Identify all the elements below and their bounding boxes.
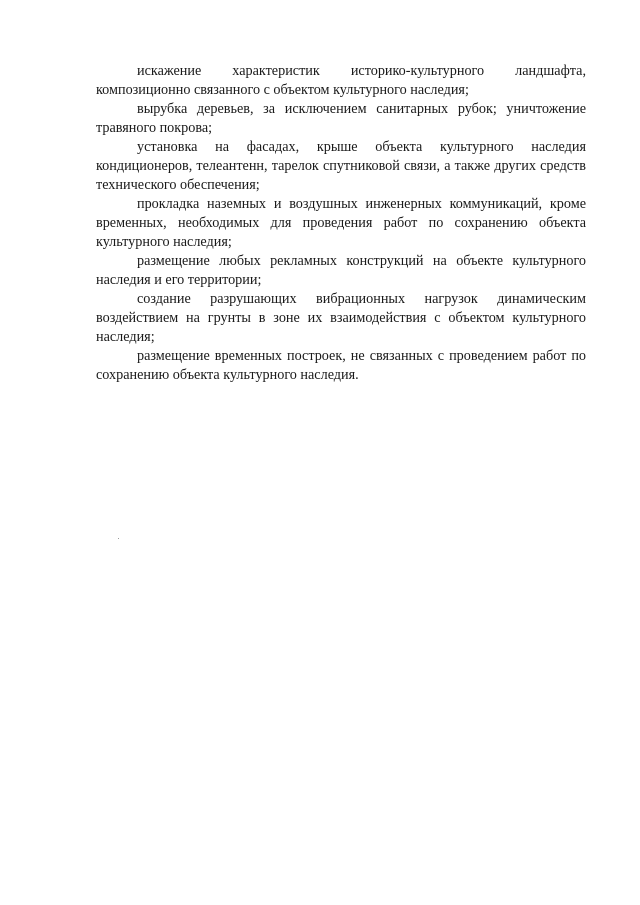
paragraph-advertising: размещение любых рекламных конструкций на объекте культурного наследия и его территории; xyxy=(96,253,586,288)
paragraph-utility-lines: прокладка наземных и воздушных инженерных коммуникаций, кроме временных, необходимых для проведения работ по сохранению объекта культурного наследия; xyxy=(96,196,586,250)
paragraph-tree-felling: вырубка деревьев, за исключением санитарных рубок; уничтожение травяного покрова; xyxy=(96,101,586,136)
paragraph-temporary-buildings: размещение временных построек, не связанных с проведением работ по сохранению объекта культурного наследия. xyxy=(96,348,586,383)
document-body xyxy=(96,62,586,385)
paragraph-facade-equipment: установка на фасадах, крыше объекта культурного наследия кондиционеров, телеантенн, тарелок спутниковой связи, а также других средств технического обеспечения; xyxy=(96,139,586,193)
scan-speck xyxy=(118,538,119,539)
paragraph-vibration-loads: создание разрушающих вибрационных нагрузок динамическим воздействием на грунты в зоне их взаимодействия с объектом культурного наследия; xyxy=(96,291,586,345)
paragraph-landscape-distortion: искажение характеристик историко-культурного ландшафта, композиционно связанного с объектом культурного наследия; xyxy=(96,63,586,98)
